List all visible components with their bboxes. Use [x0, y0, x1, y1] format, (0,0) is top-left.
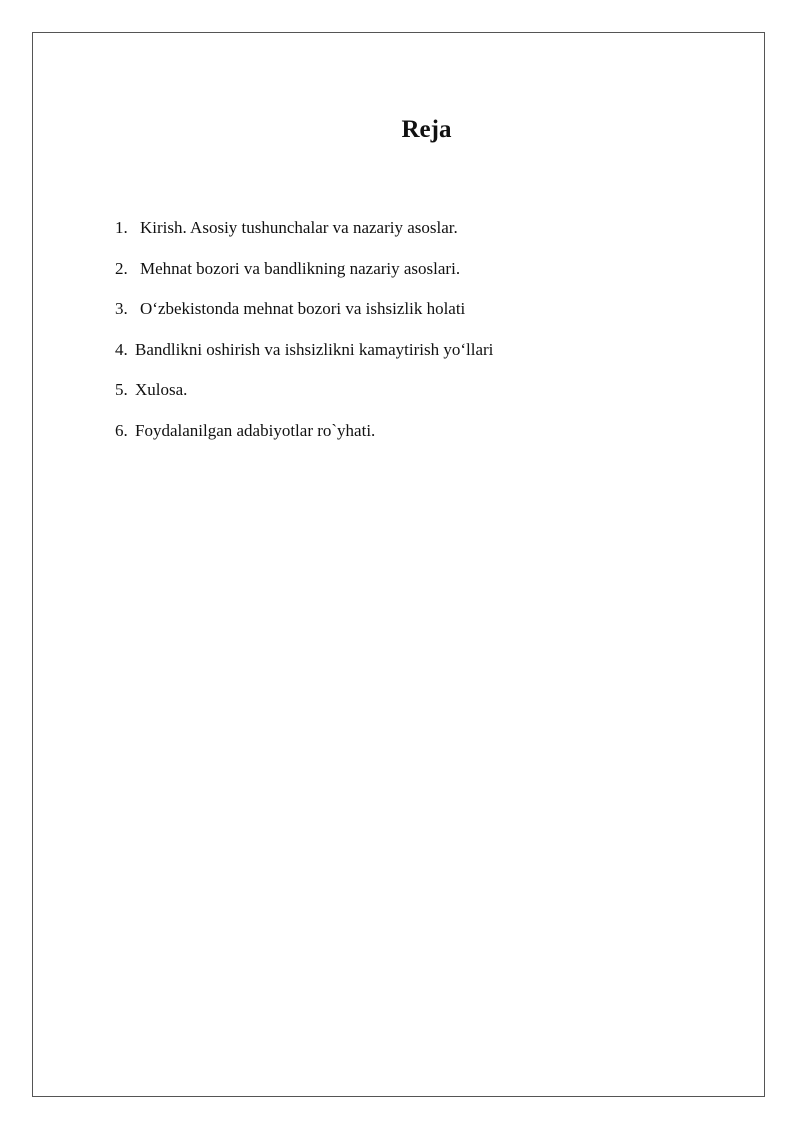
title-container: [60, 113, 793, 147]
toc-item-6: [115, 417, 493, 445]
toc-item-1: [115, 214, 493, 242]
toc-item-number: 4.: [115, 339, 128, 359]
toc-item-number: 2.: [115, 258, 128, 278]
toc-item-number: 1.: [115, 218, 128, 237]
toc-item-number: 5.: [115, 380, 128, 400]
toc-item-5: [115, 376, 493, 404]
toc-item-text: Xulosa.: [135, 380, 188, 400]
document-page: [32, 32, 765, 1097]
toc-item-number: 3.: [115, 299, 128, 319]
toc-item-text: Kirish. Asosiy tushunchalar va nazariy asoslar.: [140, 218, 458, 237]
toc-item-4: [115, 336, 493, 364]
toc-item-text: Foydalanilgan adabiyotlar ro`yhati.: [135, 420, 376, 440]
page-title: Reja: [401, 116, 452, 143]
table-of-contents: [115, 214, 493, 458]
toc-item-text: Mehnat bozori va bandlikning nazariy asoslari.: [140, 258, 461, 278]
toc-item-3: [115, 295, 493, 323]
toc-item-text: Bandlikni oshirish va ishsizlikni kamaytirish yo‘llari: [135, 339, 494, 359]
toc-item-2: [115, 255, 493, 283]
toc-item-text: O‘zbekistonda mehnat bozori va ishsizlik holati: [140, 299, 466, 319]
toc-item-number: 6.: [115, 420, 128, 440]
